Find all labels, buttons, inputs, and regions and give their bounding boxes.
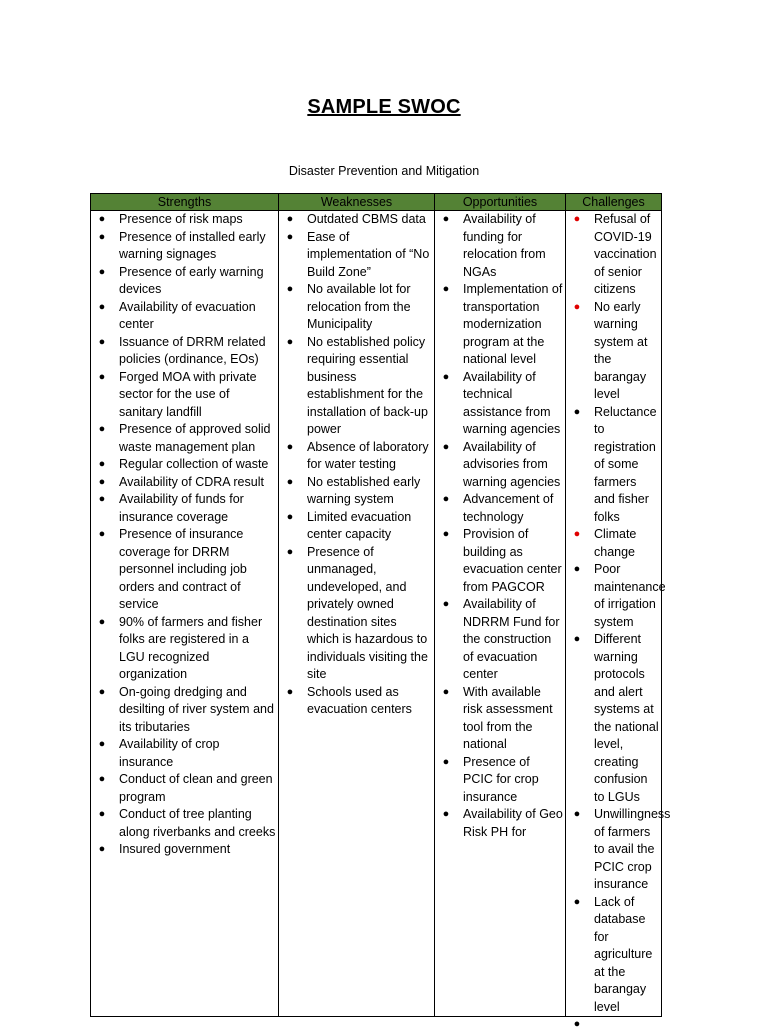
bullet-icon: ● [98, 773, 106, 785]
strengths-item-text: Presence of early warning devices [119, 264, 264, 296]
strengths-item [91, 526, 278, 614]
bullet-icon: ● [442, 213, 450, 225]
strengths-item [91, 334, 278, 369]
challenges-item [566, 894, 661, 1017]
strengths-item-text: Conduct of clean and green program [119, 772, 273, 804]
strengths-item-text: Presence of installed early warning signages [119, 229, 266, 261]
swoc-table [90, 193, 671, 1030]
weaknesses-item [279, 439, 434, 474]
challenges-item [566, 404, 661, 527]
challenges-item-text: Poor maintenance of irrigation system [594, 562, 666, 629]
header-weaknesses: Weaknesses [279, 194, 435, 211]
strengths-item-text: Presence of approved solid waste management plan [119, 422, 271, 454]
opportunities-item [435, 439, 565, 492]
opportunities-item [435, 596, 565, 684]
strengths-item [91, 299, 278, 334]
challenges-item [566, 299, 661, 404]
challenges-cell [566, 211, 671, 1030]
strengths-item-text: Availability of evacuation center [119, 299, 256, 331]
opportunities-item [435, 526, 565, 596]
opportunities-item [435, 369, 565, 439]
opportunities-item-text: Availability of technical assistance from warning agencies [463, 369, 561, 436]
bullet-icon: ● [98, 528, 106, 540]
opportunities-item [435, 211, 565, 281]
strengths-item [91, 736, 278, 771]
strengths-item [91, 684, 278, 737]
bullet-icon: ● [442, 370, 450, 383]
bullet-icon: ● [98, 370, 106, 383]
header-challenges: Challenges [566, 194, 662, 211]
strengths-item [91, 211, 278, 229]
strengths-item-text: Availability of crop insurance [119, 737, 220, 769]
strengths-item-text: Presence of insurance coverage for DRRM personnel including job orders and contract of service [119, 527, 247, 611]
opportunities-item-text: Presence of PCIC for crop insurance [463, 754, 539, 804]
bullet-icon: ● [442, 808, 450, 820]
strengths-item [91, 806, 278, 841]
strengths-list [91, 211, 278, 859]
bullet-icon: ● [98, 230, 106, 243]
opportunities-item [435, 806, 565, 841]
opportunities-list [435, 211, 565, 841]
bullet-icon: ● [442, 755, 450, 768]
weaknesses-item [279, 474, 434, 509]
strengths-item-text: Availability of CDRA result [119, 474, 264, 489]
strengths-item-text: Issuance of DRRM related policies (ordinance, EOs) [119, 334, 266, 366]
bullet-icon: ● [442, 493, 450, 505]
bullet-icon: ● [573, 300, 581, 313]
opportunities-item-text: Advancement of technology [463, 492, 554, 524]
bullet-icon: ● [98, 458, 106, 470]
bullet-icon: ● [573, 528, 581, 540]
bullet-icon: ● [286, 510, 294, 523]
bullet-icon: ● [98, 213, 106, 225]
opportunities-item [435, 491, 565, 526]
weaknesses-list [279, 211, 434, 719]
bullet-icon: ● [98, 265, 106, 278]
bullet-icon: ● [573, 808, 581, 820]
bullet-icon: ● [98, 335, 106, 348]
bullet-icon: ● [442, 283, 450, 295]
challenges-item-text: No early warning system at the barangay level [594, 299, 648, 401]
challenges-item-text: Different warning protocols and alert systems at the national level, creating confusion to LGUs [594, 632, 659, 804]
challenges-item [566, 526, 661, 561]
opportunities-cell [435, 211, 566, 1017]
challenges-item-text: Refusal of COVID-19 vaccination of senior citizens [594, 212, 657, 296]
challenges-item [566, 561, 666, 631]
weaknesses-item-text: Outdated CBMS data [307, 212, 426, 226]
strengths-item [91, 771, 278, 806]
header-strengths: Strengths [91, 194, 279, 211]
opportunities-item [435, 281, 565, 369]
challenges-item-text: Unwillingness of farmers to avail the PCIC crop insurance [594, 807, 671, 891]
weaknesses-cell [279, 211, 435, 1017]
bullet-icon: ● [286, 685, 294, 698]
strengths-item [91, 421, 278, 456]
strengths-item [91, 474, 278, 492]
bullet-icon: ● [442, 528, 450, 540]
header-opportunities: Opportunities [435, 194, 566, 211]
weaknesses-item-text: Ease of implementation of “No Build Zone” [307, 229, 430, 279]
strengths-item-text: Conduct of tree planting along riverbanks and creeks [119, 807, 276, 839]
bullet-icon: ● [442, 598, 450, 610]
weaknesses-item-text: Schools used as evacuation centers [307, 684, 412, 716]
weaknesses-item-text: Presence of unmanaged, undeveloped, and privately owned destination sites which is hazardous to individuals visiting the site [307, 544, 428, 681]
opportunities-item [435, 754, 565, 807]
page-subtitle: Disaster Prevention and Mitigation [288, 164, 480, 178]
strengths-cell [91, 211, 279, 1017]
bullet-icon: ● [286, 230, 294, 243]
strengths-item-text: Regular collection of waste [119, 457, 269, 471]
challenges-item-text: Lack of database for agriculture at the barangay level [594, 894, 653, 1014]
strengths-item [91, 229, 278, 264]
content-row [91, 211, 662, 1017]
bullet-icon: ● [98, 685, 106, 698]
weaknesses-item [279, 281, 434, 334]
strengths-item [91, 369, 278, 422]
bullet-icon: ● [286, 335, 294, 348]
bullet-icon: ● [286, 283, 294, 295]
weaknesses-item [279, 229, 434, 282]
opportunities-item-text: Provision of building as evacuation center from PAGCOR [463, 527, 562, 594]
weaknesses-item [279, 684, 434, 719]
bullet-icon: ● [98, 300, 106, 313]
weaknesses-item-text: No established policy requiring essential business establishment for the installation of back-up power [307, 334, 428, 436]
bullet-icon: ● [573, 563, 581, 575]
weaknesses-item-text: No available lot for relocation from the Municipality [307, 282, 411, 331]
bullet-icon: ● [442, 685, 450, 698]
bullet-icon: ● [98, 615, 106, 628]
opportunities-item-text: Availability of NDRRM Fund for the construction of evacuation center [463, 597, 560, 681]
strengths-item [91, 614, 278, 684]
bullet-icon: ● [573, 633, 581, 645]
challenges-item [566, 211, 661, 299]
weaknesses-item [279, 509, 434, 544]
bullet-icon: ● [286, 475, 294, 488]
page-title: SAMPLE SWOC [307, 96, 461, 118]
bullet-icon: ● [98, 475, 106, 488]
strengths-item [91, 491, 278, 526]
bullet-icon: ● [286, 440, 294, 453]
bullet-icon: ● [98, 493, 106, 505]
strengths-item [91, 264, 278, 299]
bullet-icon: ● [286, 545, 294, 558]
weaknesses-item [279, 334, 434, 439]
strengths-item-text: Forged MOA with private sector for the use of sanitary landfill [119, 369, 257, 419]
bullet-icon: ● [98, 843, 106, 855]
weaknesses-item-text: Absence of laboratory for water testing [307, 439, 429, 471]
strengths-item-text: 90% of farmers and fisher folks are registered in a LGU recognized organization [119, 614, 263, 681]
opportunities-item-text: Availability of funding for relocation from NGAs [463, 212, 546, 279]
opportunities-item-text: Implementation of transportation modernization program at the national level [463, 282, 563, 366]
bullet-icon: ● [98, 423, 106, 435]
opportunities-item-text: With available risk assessment tool from the national [463, 684, 553, 751]
strengths-item-text: Availability of funds for insurance coverage [119, 492, 244, 524]
bullet-icon: ● [442, 440, 450, 453]
challenges-list [566, 211, 671, 1030]
strengths-item [91, 456, 278, 474]
challenges-item-text: Reluctance to registration of some farmers and fisher folks [594, 404, 657, 524]
challenges-item [566, 806, 671, 894]
strengths-item-text: On-going dredging and desilting of river system and its tributaries [119, 684, 274, 734]
bullet-icon: ● [573, 405, 581, 418]
strengths-item-text: Presence of risk maps [119, 212, 243, 226]
weaknesses-item-text: No established early warning system [307, 474, 421, 506]
bullet-icon: ● [286, 213, 294, 225]
header-row [91, 194, 662, 211]
strengths-item-text: Insured government [119, 842, 231, 856]
challenges-item-text: Climate change [594, 527, 637, 559]
bullet-icon: ● [98, 738, 106, 750]
opportunities-item-text: Availability of Geo Risk PH for [463, 807, 563, 839]
bullet-icon: ● [573, 895, 581, 908]
challenges-item [566, 631, 661, 806]
opportunities-item [435, 684, 565, 754]
weaknesses-item [279, 544, 434, 684]
opportunities-item-text: Availability of advisories from warning agencies [463, 439, 561, 489]
bullet-icon: ● [98, 808, 106, 820]
bullet-icon: ● [573, 213, 581, 225]
strengths-item [91, 841, 278, 859]
weaknesses-item-text: Limited evacuation center capacity [307, 509, 412, 541]
bullet-icon: ● [573, 1018, 581, 1030]
weaknesses-item [279, 211, 434, 229]
